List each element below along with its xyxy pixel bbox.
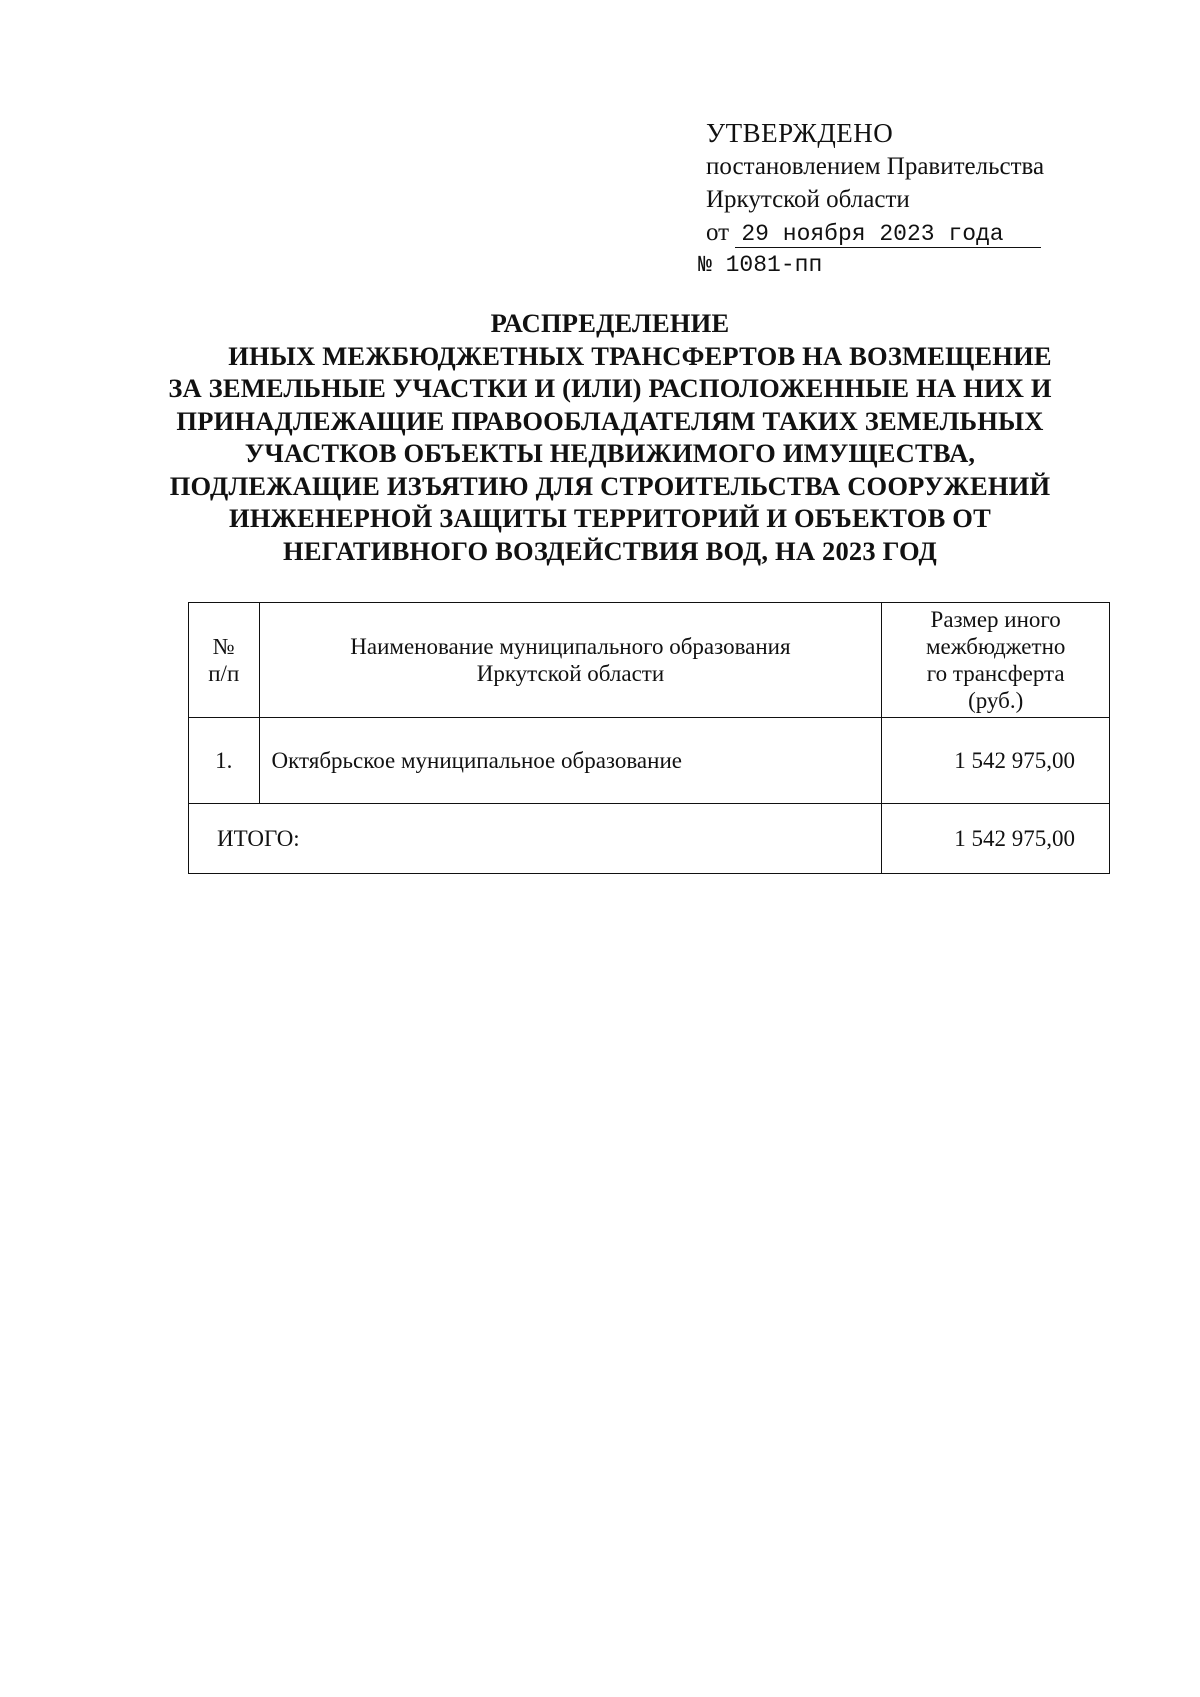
total-label: ИТОГО:	[189, 804, 882, 874]
approval-line-2: Иркутской области	[706, 186, 910, 213]
row-num: 1.	[189, 718, 260, 804]
row-name: Октябрьское муниципальное образование	[259, 718, 882, 804]
approval-number-row	[698, 249, 1044, 282]
header-name-line: Наименование муниципального образования	[350, 634, 791, 659]
header-num-line: №	[212, 634, 235, 659]
distribution-table	[188, 602, 1110, 874]
approval-heading: УТВЕРЖДЕНО	[706, 118, 894, 148]
approval-date-value: 29 ноября 2023 года	[735, 221, 1041, 248]
table-row	[189, 718, 1110, 804]
document-title	[150, 307, 1070, 567]
approval-number-value: 1081-пп	[725, 252, 823, 278]
header-name	[259, 603, 882, 718]
header-amount-line: межбюджетно	[925, 634, 1066, 659]
table-total-row	[189, 804, 1110, 874]
total-amount: 1 542 975,00	[882, 804, 1110, 874]
title-line: ЗА ЗЕМЕЛЬНЫЕ УЧАСТКИ И (ИЛИ) РАСПОЛОЖЕННЫЕ НА НИХ И	[168, 373, 1052, 403]
approval-date-row	[706, 216, 1044, 249]
header-amount-line: го трансферта	[926, 661, 1065, 686]
header-amount-line: Размер иного	[930, 607, 1061, 632]
approval-date-prefix: от	[706, 219, 730, 246]
title-line: РАСПРЕДЕЛЕНИЕ	[490, 308, 730, 338]
title-line: НЕГАТИВНОГО ВОЗДЕЙСТВИЯ ВОД, НА 2023 ГОД	[283, 535, 937, 566]
title-line: ПОДЛЕЖАЩИЕ ИЗЪЯТИЮ ДЛЯ СТРОИТЕЛЬСТВА СООРУЖЕНИЙ	[169, 470, 1051, 501]
title-line: ПРИНАДЛЕЖАЩИЕ ПРАВООБЛАДАТЕЛЯМ ТАКИХ ЗЕМЕЛЬНЫХ	[176, 405, 1044, 436]
header-amount	[882, 603, 1110, 718]
header-amount-line: (руб.)	[968, 688, 1024, 713]
approval-number-prefix: №	[698, 252, 712, 278]
table-header-row	[189, 603, 1110, 718]
header-num-line: п/п	[208, 661, 240, 686]
title-line: ИНЖЕНЕРНОЙ ЗАЩИТЫ ТЕРРИТОРИЙ И ОБЪЕКТОВ ОТ	[229, 503, 991, 533]
row-amount: 1 542 975,00	[882, 718, 1110, 804]
header-name-line: Иркутской области	[476, 661, 665, 686]
header-num	[189, 603, 260, 718]
approval-line-1: постановлением Правительства	[706, 153, 1045, 180]
title-line: УЧАСТКОВ ОБЪЕКТЫ НЕДВИЖИМОГО ИМУЩЕСТВА,	[244, 438, 976, 468]
approval-block	[698, 117, 1045, 282]
title-line: ИНЫХ МЕЖБЮДЖЕТНЫХ ТРАНСФЕРТОВ НА ВОЗМЕЩЕНИЕ	[228, 340, 1052, 371]
